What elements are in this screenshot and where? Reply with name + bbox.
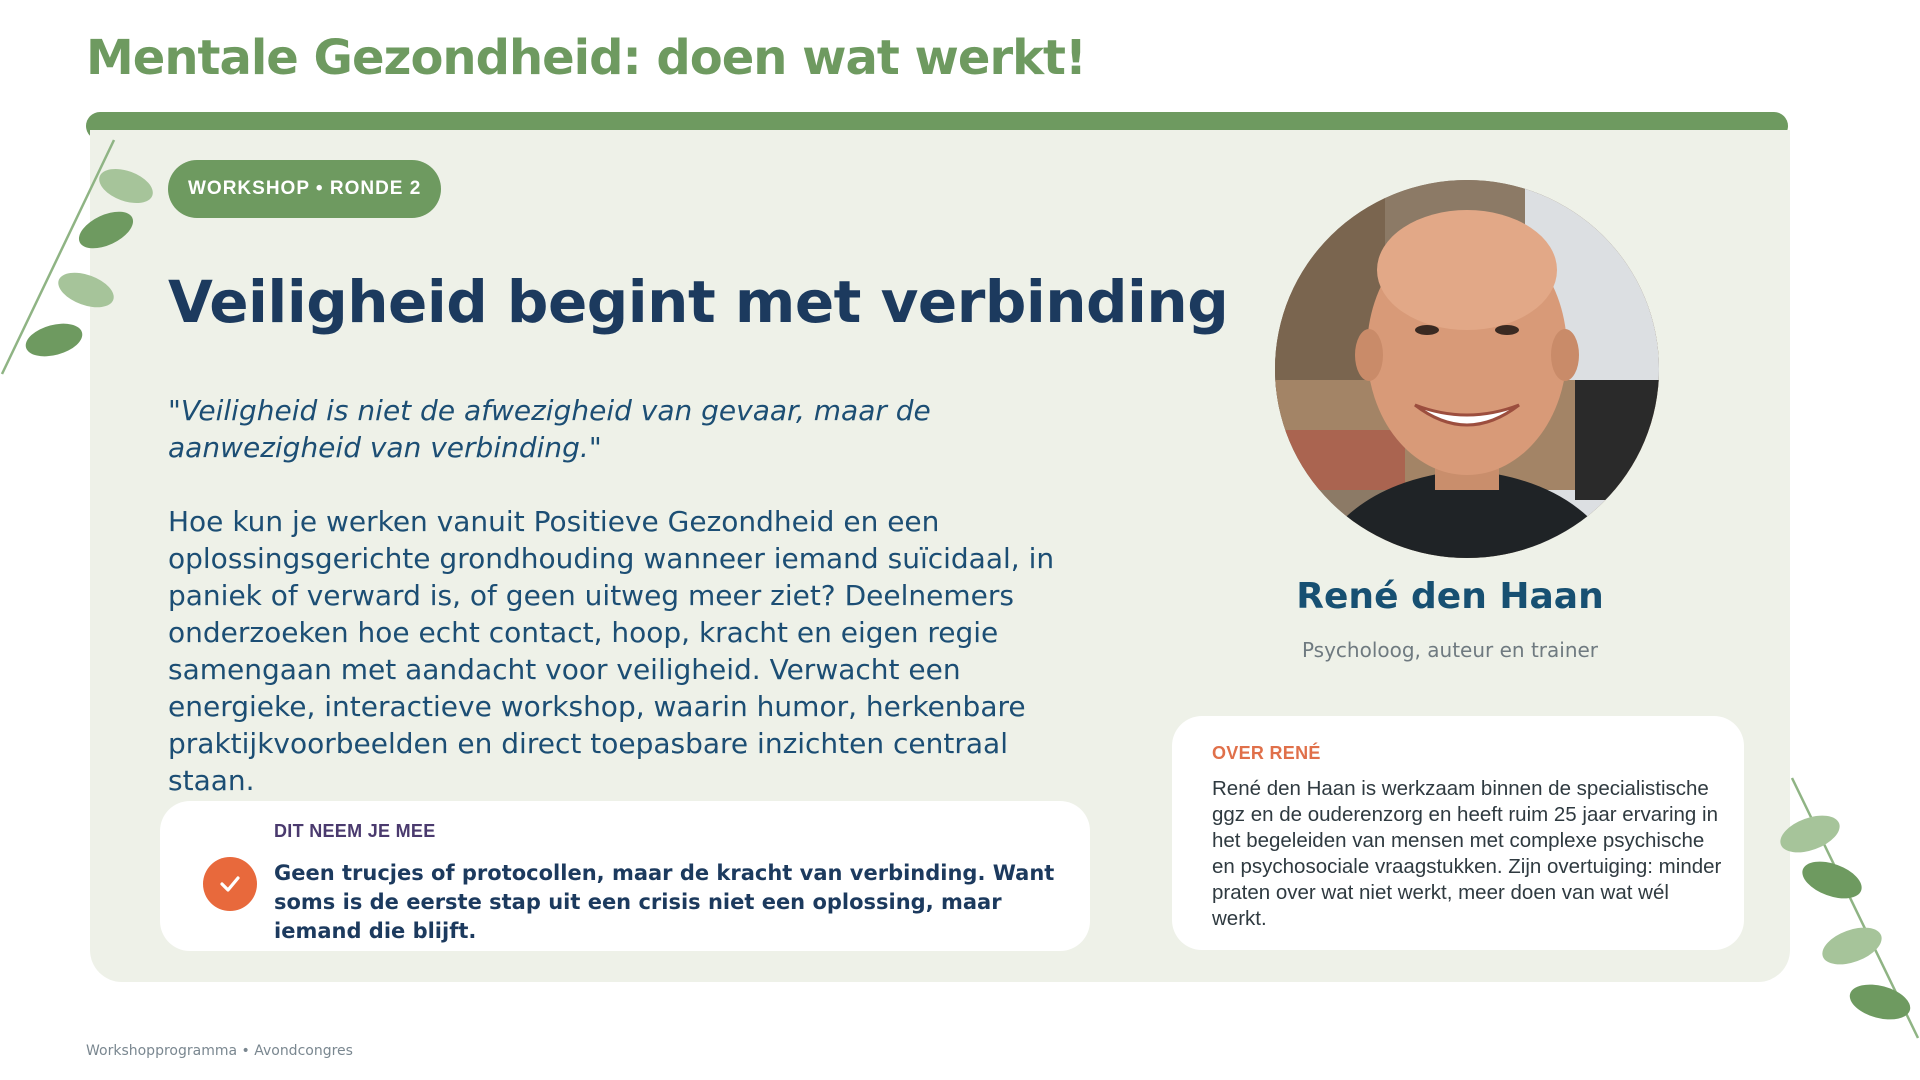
about-speaker-box [1172, 716, 1744, 950]
leaf-branch-decoration-right [1740, 776, 1920, 1042]
takeaway-text: Geen trucjes of protocollen, maar de kracht van verbinding. Want soms is de eerste stap uit een crisis niet een oplossing, maar iemand die blijft. [274, 861, 1055, 943]
takeaway-label: DIT NEEM JE MEE [274, 821, 436, 841]
session-headline: Veiligheid begint met verbinding [168, 268, 1229, 336]
page-title: Mentale Gezondheid: doen wat werkt! [86, 30, 1086, 86]
leaf-branch-decoration-left [0, 138, 170, 378]
check-icon [203, 857, 257, 911]
footer-text: Workshopprogramma • Avondcongres [86, 1043, 353, 1059]
about-speaker-text: René den Haan is werkzaam binnen de specialistische ggz en de ouderenzorg en heeft ruim 25 jaar ervaring in het begeleiden van mensen met complexe psychische en psychosociale vraagstukken. Zijn overtuiging: minder praten over wat niet werkt, meer doen van wat wél werkt. [1212, 777, 1722, 930]
workshop-round-badge: WORKSHOP • RONDE 2 [168, 160, 441, 218]
about-speaker-label: OVER RENÉ [1212, 743, 1321, 763]
speaker-role: Psycholoog, auteur en trainer [1301, 638, 1599, 662]
takeaway-box [160, 801, 1090, 951]
session-quote: "Veiligheid is niet de afwezigheid van gevaar, maar de aanwezigheid van verbinding." [168, 394, 931, 464]
session-description: Hoe kun je werken vanuit Positieve Gezondheid en een oplossingsgerichte grondhouding wanneer iemand suïcidaal, in paniek of verward is, of geen uitweg meer ziet? Deelnemers onderzoeken hoe echt contact, hoop, kracht en eigen regie samengaan met aandacht voor veiligheid. Verwacht een energieke, interactieve workshop, waarin humor, herkenbare praktijkvoorbeelden en direct toepasbare inzichten centraal staan. [168, 505, 1055, 797]
speaker-name: René den Haan [1296, 576, 1604, 617]
speaker-photo [1275, 180, 1659, 558]
